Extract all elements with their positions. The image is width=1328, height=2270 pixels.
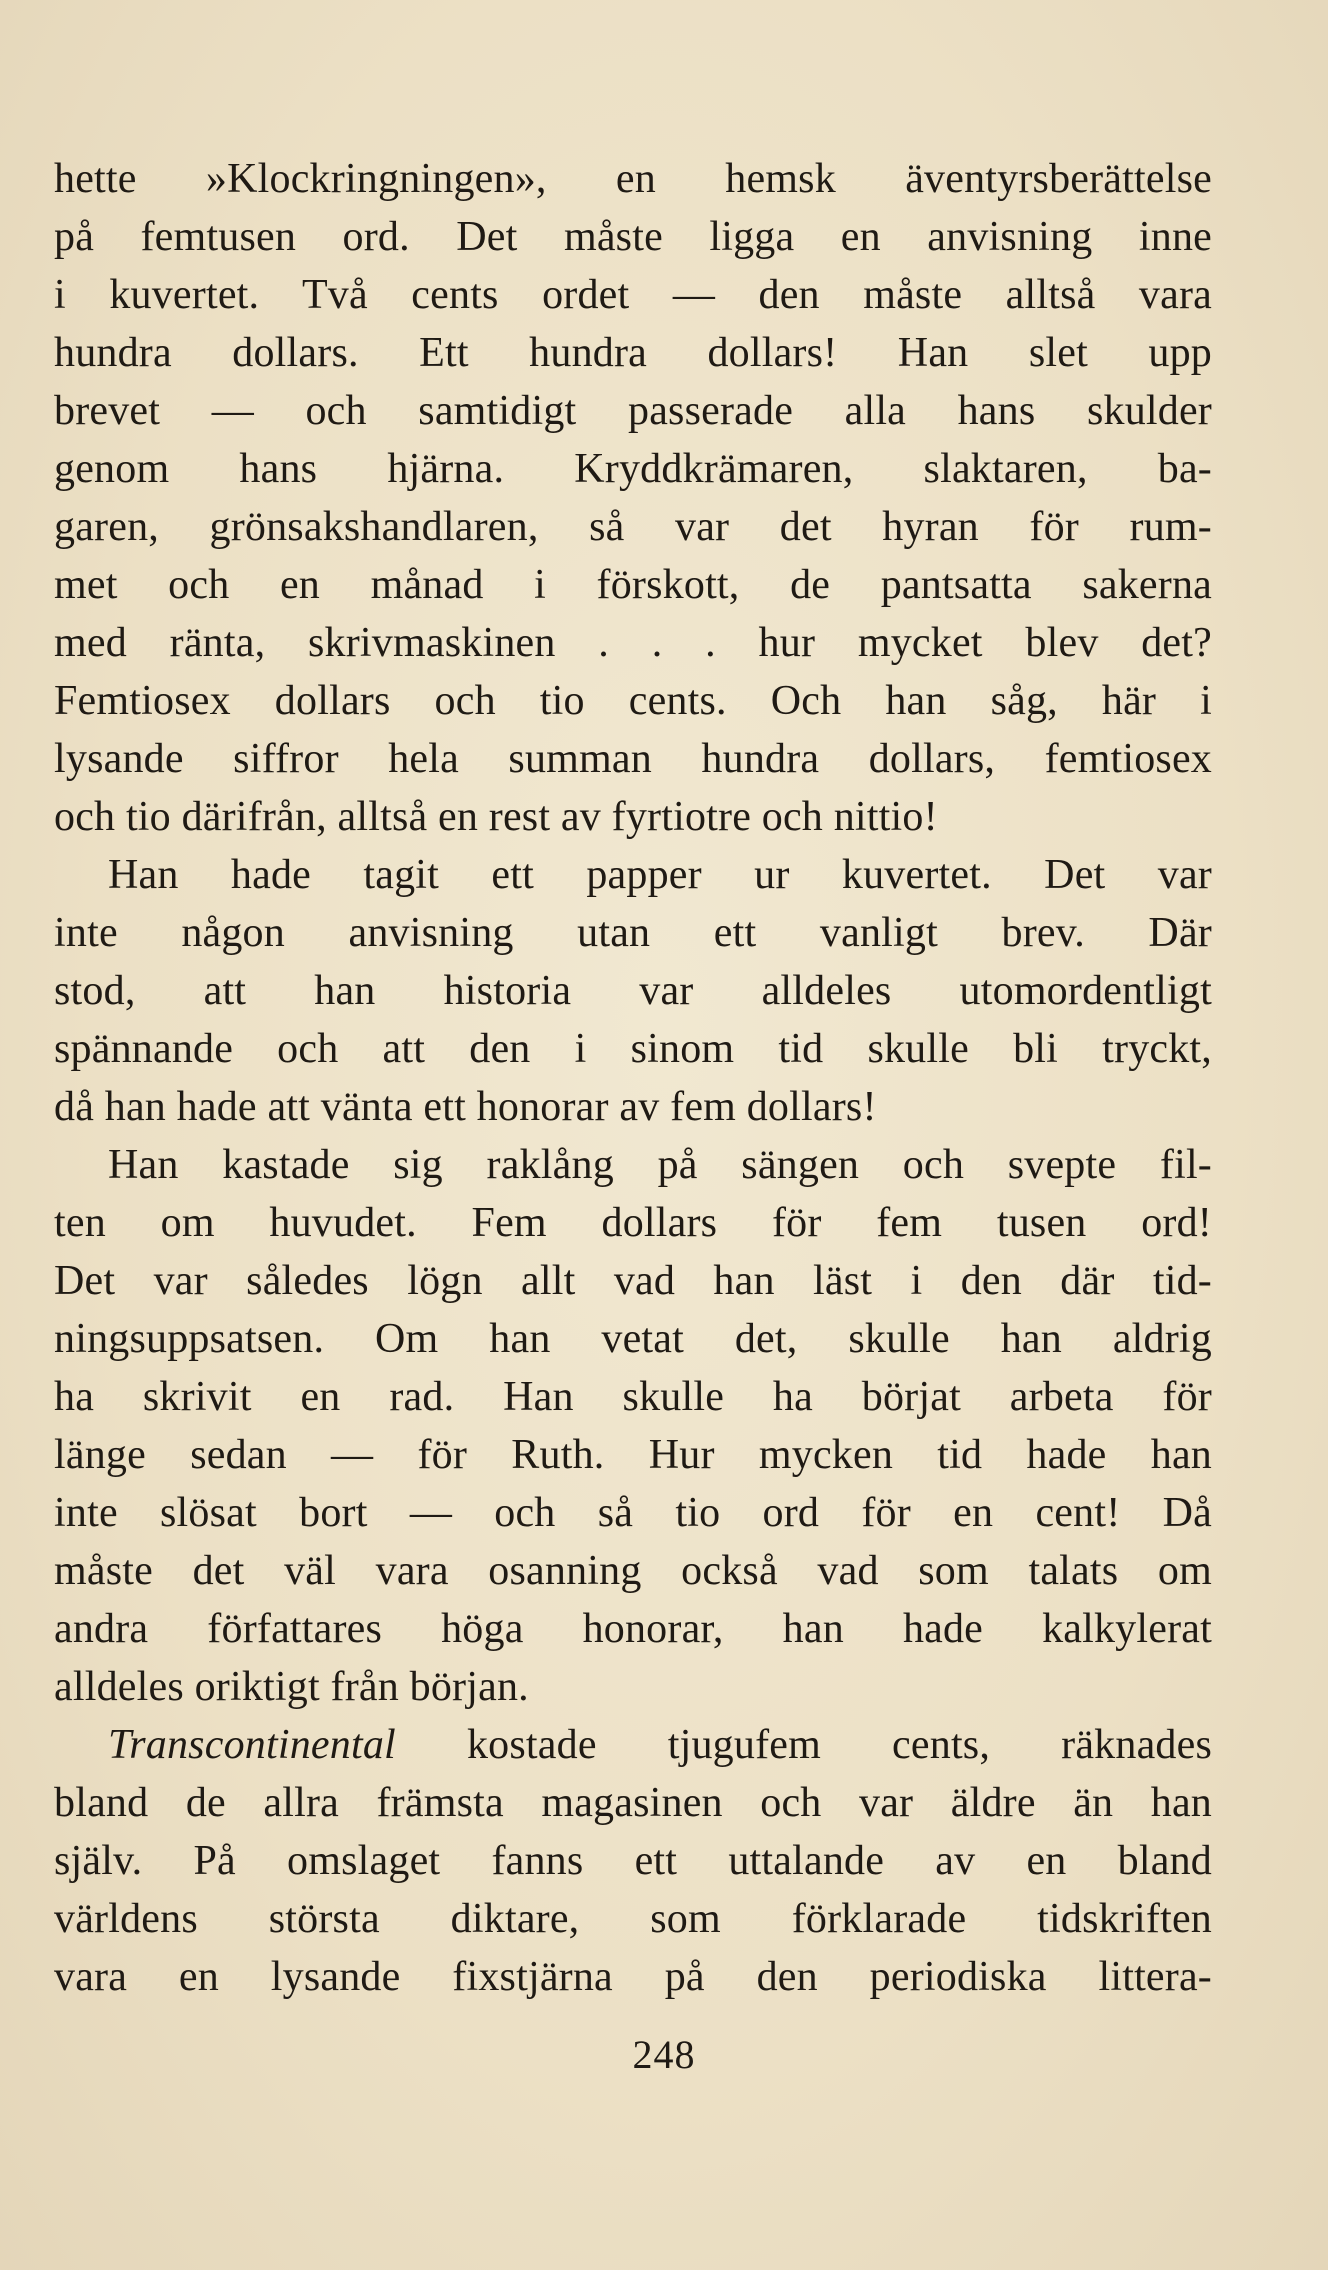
text-line: med ränta, skrivmaskinen . . . hur mycket blev det? (54, 620, 1212, 666)
text-line: genom hans hjärna. Kryddkrämaren, slaktaren, ba- (54, 446, 1212, 492)
text-line: måste det väl vara osanning också vad som talats om (54, 1548, 1212, 1594)
text-line: länge sedan — för Ruth. Hur mycken tid hade han (54, 1432, 1212, 1478)
text-line: då han hade att vänta ett honorar av fem dollars! (54, 1084, 877, 1130)
text-line: själv. På omslaget fanns ett uttalande av en bland (54, 1838, 1212, 1884)
body-text (54, 150, 1212, 2006)
text-line: ten om huvudet. Fem dollars för fem tusen ord! (54, 1200, 1212, 1246)
text-line: Det var således lögn allt vad han läst i den där tid- (54, 1258, 1212, 1304)
paragraph-4 (54, 1716, 1212, 2006)
text-span: kostade tjugufem cents, räknades (395, 1722, 1212, 1768)
text-line: Han kastade sig raklång på sängen och svepte fil- (108, 1142, 1212, 1188)
text-line: Han hade tagit ett papper ur kuvertet. Det var (108, 852, 1212, 898)
text-line: världens största diktare, som förklarade tidskriften (54, 1896, 1212, 1942)
text-line: alldeles oriktigt från början. (54, 1664, 529, 1710)
text-line: lysande siffror hela summan hundra dollars, femtiosex (54, 736, 1212, 782)
text-line: ningsuppsatsen. Om han vetat det, skulle han aldrig (54, 1316, 1212, 1362)
text-line: hette »Klockringningen», en hemsk äventyrsberättelse (54, 156, 1212, 202)
text-line: garen, grönsakshandlaren, så var det hyran för rum- (54, 504, 1212, 550)
text-line: bland de allra främsta magasinen och var äldre än han (54, 1780, 1212, 1826)
text-line: Femtiosex dollars och tio cents. Och han såg, här i (54, 678, 1212, 724)
page-number: 248 (632, 2032, 696, 2077)
text-line: stod, att han historia var alldeles utomordentligt (54, 968, 1212, 1014)
text-line: inte slösat bort — och så tio ord för en cent! Då (54, 1490, 1212, 1536)
paragraph-1 (54, 150, 1212, 846)
text-line: andra författares höga honorar, han hade kalkylerat (54, 1606, 1212, 1652)
paragraph-2 (54, 846, 1212, 1136)
text-line: på femtusen ord. Det måste ligga en anvisning inne (54, 214, 1212, 260)
magazine-title: Transcontinental (108, 1722, 396, 1768)
text-line: vara en lysande fixstjärna på den periodiska littera- (54, 1954, 1212, 2000)
text-line: met och en månad i förskott, de pantsatta sakerna (54, 562, 1212, 608)
text-line: i kuvertet. Två cents ordet — den måste alltså vara (54, 272, 1212, 318)
text-line: hundra dollars. Ett hundra dollars! Han slet upp (54, 330, 1212, 376)
text-line: inte någon anvisning utan ett vanligt brev. Där (54, 910, 1212, 956)
text-line (54, 1716, 1212, 1774)
paragraph-3 (54, 1136, 1212, 1716)
text-line: ha skrivit en rad. Han skulle ha börjat arbeta för (54, 1374, 1212, 1420)
text-line: spännande och att den i sinom tid skulle bli tryckt, (54, 1026, 1212, 1072)
text-line: brevet — och samtidigt passerade alla hans skulder (54, 388, 1212, 434)
text-line: och tio därifrån, alltså en rest av fyrtiotre och nittio! (54, 794, 938, 840)
